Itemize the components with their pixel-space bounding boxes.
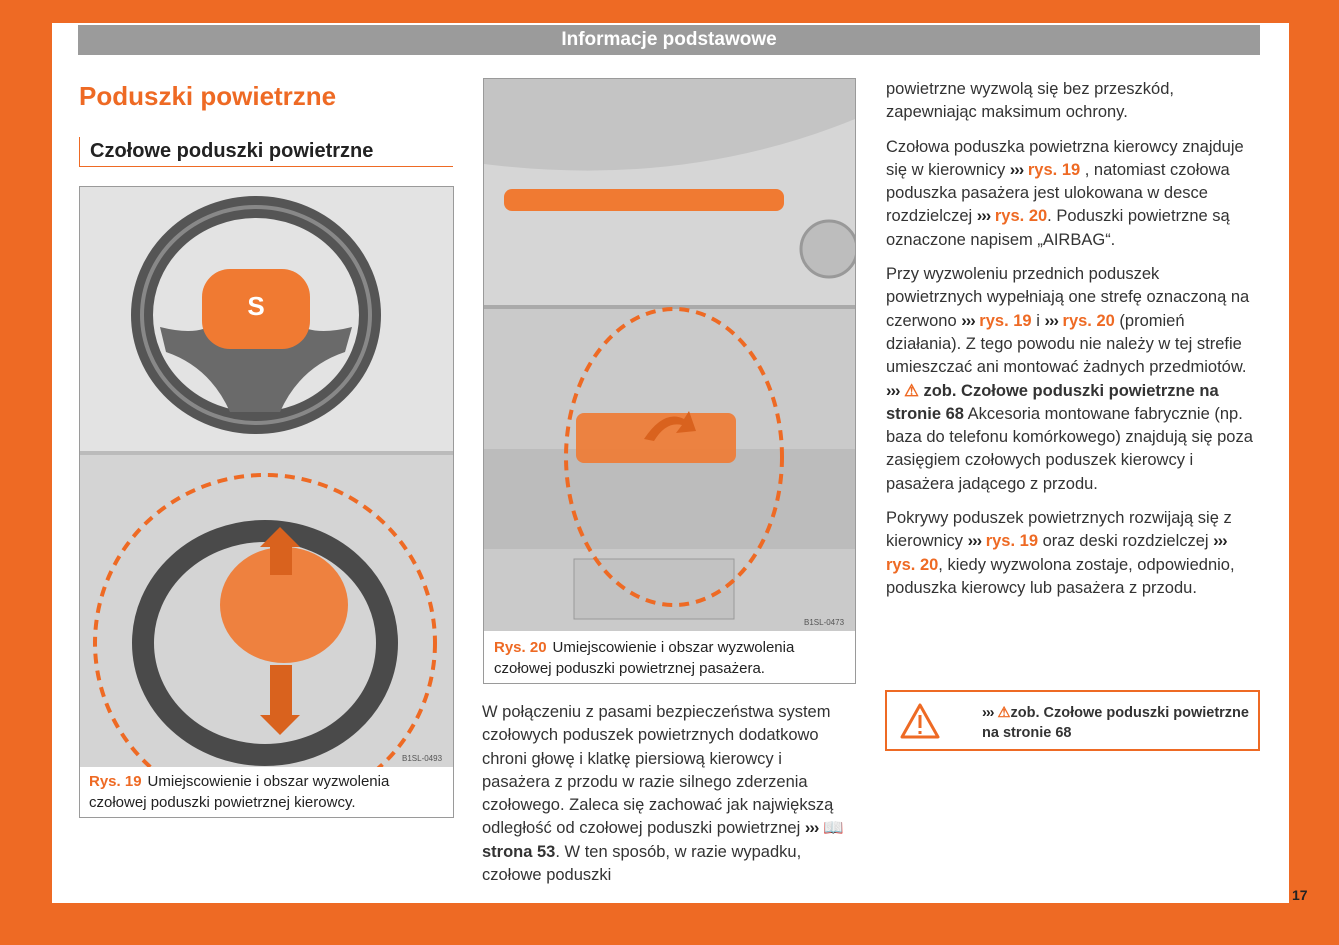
figure-20-label: Rys. 20: [494, 639, 547, 656]
right-column-text: [886, 78, 1258, 611]
figure-19-label: Rys. 19: [89, 773, 142, 790]
warning-reference-link[interactable]: zob. Czołowe poduszki powietrzne na stronie 68: [982, 705, 1249, 741]
paragraph: Czołowa poduszka powietrzna kierowcy znajduje się w kierownicy ››› rys. 19 , natomiast czołowa poduszka pasażera jest ulokowana w desce rozdzielczej ››› rys. 20. Poduszki powietrzne są oznaczone napisem „AIRBAG“.: [886, 137, 1244, 249]
warning-triangle-icon: ⚠: [904, 381, 919, 400]
figure-19: [79, 186, 454, 818]
figure-20: [483, 78, 856, 684]
figure-ref-link[interactable]: rys. 20: [1062, 311, 1115, 330]
arrows-icon: ›››: [804, 819, 819, 838]
passenger-airbag-graphic: [504, 189, 784, 211]
arrows-icon: ›››: [982, 705, 994, 721]
warning-reference-link[interactable]: zob. Czołowe poduszki powietrzne na stronie 68: [886, 381, 1219, 423]
figure-19-code: B1SL-0493: [402, 754, 443, 763]
figure-19-caption-text: Umiejscowienie i obszar wyzwolenia czołowej poduszki powietrznej kierowcy.: [89, 773, 390, 811]
figure-ref-link[interactable]: rys. 19: [985, 532, 1038, 551]
paragraph: Pokrywy poduszek powietrznych rozwijają się z kierownicy ››› rys. 19 oraz deski rozdzielczej ››› rys. 20, kiedy wyzwolona zostaje, odpowiednio, poduszka kierowcy lub pasażera z przodu.: [886, 509, 1235, 597]
page-number: 17: [1292, 887, 1308, 903]
section-title: Poduszki powietrzne: [79, 81, 337, 111]
figure-20-caption-text: Umiejscowienie i obszar wyzwolenia czołowej poduszki powietrznej pasażera.: [494, 639, 795, 677]
arrows-icon: ›››: [1044, 311, 1058, 330]
arrows-icon: ›››: [1213, 532, 1227, 551]
arrows-icon: ›››: [886, 381, 900, 400]
warning-box: [885, 690, 1260, 751]
paragraph: [482, 701, 854, 887]
arrows-icon: ›››: [1009, 160, 1024, 179]
page-header: Informacje podstawowe: [78, 25, 1260, 55]
figure-ref-link[interactable]: rys. 20: [886, 555, 939, 574]
figure-ref-link[interactable]: rys. 19: [979, 311, 1032, 330]
figure-20-caption: [494, 637, 849, 679]
svg-text:S: S: [247, 291, 265, 321]
paragraph: Przy wyzwoleniu przednich poduszek powietrznych wypełniają one strefę oznaczoną na czerwono ››› rys. 19 i ››› rys. 20 (promień działania). Z tego powodu nie należy w tej strefie umieszczać ani montować żadnych przedmiotów. ››› ⚠ zob. Czołowe poduszki powietrzne na stronie 68 Akcesoria montowane fabrycznie (np. baza do telefonu komórkowego) znajdują się poza zasięgiem czołowych poduszek kierowcy i pasażera jadącego z przodu.: [886, 265, 1253, 493]
warning-small-icon: ⚠: [997, 705, 1011, 721]
figure-ref-link[interactable]: rys. 19: [1027, 160, 1081, 179]
book-icon: 📖: [822, 819, 844, 838]
section-subtitle: Czołowe poduszki powietrzne: [79, 137, 453, 167]
paragraph-text: W połączeniu z pasami bezpieczeństwa system czołowych poduszek powietrznych dodatkowo chroni głowę i klatkę piersiową kierowcy i pasażera z przodu w razie silnego zderzenia czołowego. Zaleca się zachować jak największą odległość od czołowej poduszki powietrznej: [482, 703, 834, 838]
figure-20-code: B1SL-0473: [804, 618, 845, 627]
page-reference-link[interactable]: strona 53: [482, 842, 556, 861]
figure-20-illustration: [484, 79, 855, 631]
arrows-icon: ›››: [967, 532, 982, 551]
arrows-icon: ›››: [961, 311, 975, 330]
figure-19-caption: [89, 771, 449, 813]
middle-column-text: [482, 701, 854, 898]
figure-ref-link[interactable]: rys. 20: [994, 207, 1048, 226]
arrows-icon: ›››: [976, 207, 991, 226]
figure-19-illustration: [80, 187, 453, 767]
paragraph-text: . W ten sposób, w razie wypadku, czołowe poduszki: [482, 842, 802, 885]
warning-triangle-icon: [900, 703, 940, 739]
warning-text: [982, 703, 1258, 743]
paragraph: powietrzne wyzwolą się bez przeszkód, zapewniając maksimum ochrony.: [886, 80, 1174, 122]
